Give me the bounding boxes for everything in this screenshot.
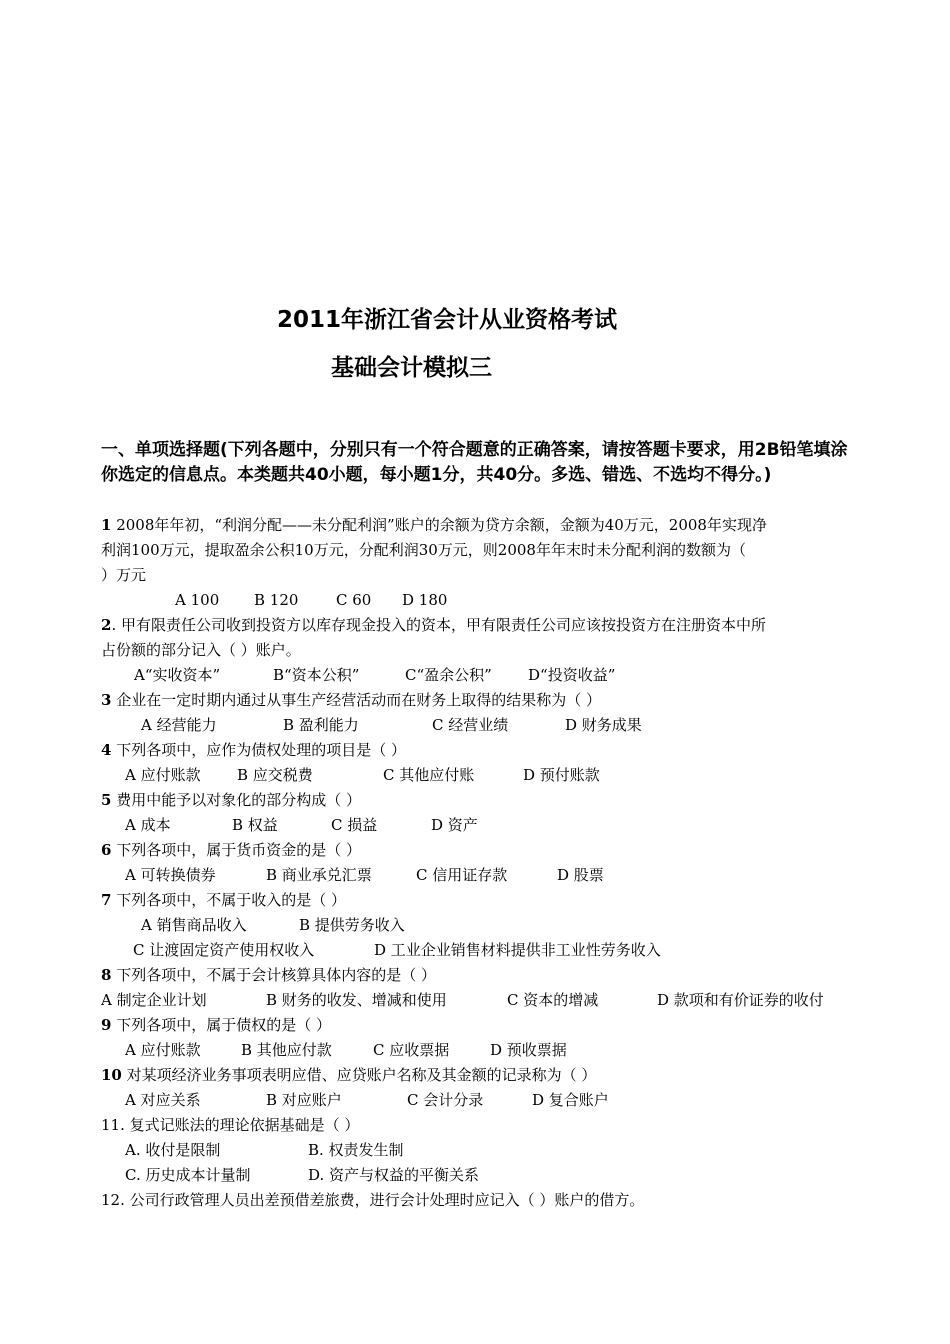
question-text: 企业在一定时期内通过从事生产经营活动而在财务上取得的结果称为（ ）: [111, 691, 601, 709]
question-8: [101, 964, 436, 986]
question-1-line2: 利润100万元，提取盈余公积10万元，分配利润30万元，则2008年年末时未分配利润的数额为（: [101, 541, 746, 559]
q11-option-c: C. 历史成本计量制: [125, 1166, 251, 1184]
page-title: 2011年浙江省会计从业资格考试: [277, 307, 618, 333]
question-3: [101, 689, 601, 711]
q2-option-a: A“实收资本”: [134, 666, 221, 684]
question-text: 下列各项中，应作为债权处理的项目是（ ）: [111, 741, 406, 759]
q2-option-d: D“投资收益”: [528, 666, 616, 684]
q3-option-d: D 财务成果: [565, 716, 642, 734]
q4-option-a: A 应付账款: [125, 766, 201, 784]
q3-option-b: B 盈利能力: [283, 716, 359, 734]
q1-option-a: A 100: [175, 591, 220, 609]
q6-option-d: D 股票: [557, 866, 604, 884]
q5-option-b: B 权益: [232, 816, 278, 834]
q9-option-c: C 应收票据: [373, 1041, 450, 1059]
question-7: [101, 889, 346, 911]
q11-option-d: D. 资产与权益的平衡关系: [308, 1166, 480, 1184]
q9-option-d: D 预收票据: [490, 1041, 567, 1059]
page-subtitle: 基础会计模拟三: [331, 355, 492, 381]
question-number: 2: [101, 616, 112, 634]
q7-option-d: D 工业企业销售材料提供非工业性劳务收入: [374, 941, 661, 959]
question-number: 6: [101, 841, 112, 859]
question-text: 下列各项中，不属于会计核算具体内容的是（ ）: [111, 966, 436, 984]
question-number: 9: [101, 1016, 112, 1034]
q6-option-a: A 可转换债券: [125, 866, 216, 884]
question-text: 下列各项中，属于债权的是（ ）: [111, 1016, 331, 1034]
q7-option-b: B 提供劳务收入: [299, 916, 405, 934]
question-2: [101, 614, 766, 636]
q3-option-a: A 经营能力: [141, 716, 217, 734]
q4-option-c: C 其他应付账: [383, 766, 475, 784]
question-text: 下列各项中，属于货币资金的是（ ）: [111, 841, 361, 859]
q7-option-c: C 让渡固定资产使用权收入: [133, 941, 315, 959]
q8-option-c: C 资本的增减: [507, 991, 599, 1009]
question-text: 2008年年初，“利润分配——未分配利润”账户的余额为贷方余额，金额为40万元，2008年实现净: [111, 516, 767, 534]
q5-option-c: C 损益: [331, 816, 378, 834]
question-number: 3: [101, 691, 112, 709]
q10-option-b: B 对应账户: [266, 1091, 342, 1109]
question-text: . 甲有限责任公司收到投资方以库存现金投入的资本，甲有限责任公司应该按投资方在注册资本中所: [111, 616, 766, 634]
q4-option-d: D 预付账款: [523, 766, 600, 784]
question-6: [101, 839, 361, 861]
question-12: 12. 公司行政管理人员出差预借差旅费，进行会计处理时应记入（ ）账户的借方。: [101, 1191, 645, 1209]
q10-option-a: A 对应关系: [125, 1091, 201, 1109]
q6-option-b: B 商业承兑汇票: [266, 866, 372, 884]
question-number: 7: [101, 891, 112, 909]
q1-option-b: B 120: [254, 591, 299, 609]
question-5: [101, 789, 361, 811]
section-heading: 一、单项选择题(下列各题中，分别只有一个符合题意的正确答案，请按答题卡要求，用2B铅笔填涂你选定的信息点。本类题共40小题，每小题1分，共40分。多选、错选、不选均不得分。): [101, 440, 848, 485]
question-number: 4: [101, 741, 112, 759]
q11-option-b: B. 权责发生制: [308, 1141, 404, 1159]
q2-option-b: B“资本公积”: [273, 666, 360, 684]
question-text: 对某项经济业务事项表明应借、应贷账户名称及其金额的记录称为（ ）: [121, 1066, 597, 1084]
q1-option-c: C 60: [336, 591, 372, 609]
question-11: 11. 复式记账法的理论依据基础是（ ）: [101, 1116, 360, 1134]
q1-option-d: D 180: [402, 591, 448, 609]
q7-option-a: A 销售商品收入: [141, 916, 247, 934]
question-number: 5: [101, 791, 112, 809]
q5-option-d: D 资产: [431, 816, 478, 834]
question-text: 费用中能予以对象化的部分构成（ ）: [111, 791, 361, 809]
q11-option-a: A. 收付是限制: [125, 1141, 221, 1159]
question-9: [101, 1014, 331, 1036]
q4-option-b: B 应交税费: [237, 766, 313, 784]
question-number: 1: [101, 516, 112, 534]
question-text: 下列各项中，不属于收入的是（ ）: [111, 891, 346, 909]
question-number: 10: [101, 1066, 122, 1084]
q8-option-b: B 财务的收发、增减和使用: [266, 991, 447, 1009]
question-1: [101, 514, 767, 536]
q5-option-a: A 成本: [125, 816, 171, 834]
question-number: 8: [101, 966, 112, 984]
question-1-line3: ）万元: [101, 566, 147, 584]
q3-option-c: C 经营业绩: [432, 716, 509, 734]
question-10: [101, 1064, 596, 1086]
q2-option-c: C“盈余公积”: [405, 666, 492, 684]
q8-option-a: A 制定企业计划: [101, 991, 207, 1009]
q8-option-d: D 款项和有价证券的收付: [657, 991, 824, 1009]
q6-option-c: C 信用证存款: [416, 866, 508, 884]
q10-option-c: C 会计分录: [407, 1091, 484, 1109]
q9-option-a: A 应付账款: [125, 1041, 201, 1059]
question-4: [101, 739, 406, 761]
question-2-line2: 占份额的部分记入（ ）账户。: [101, 641, 301, 659]
q9-option-b: B 其他应付款: [241, 1041, 332, 1059]
q10-option-d: D 复合账户: [532, 1091, 609, 1109]
